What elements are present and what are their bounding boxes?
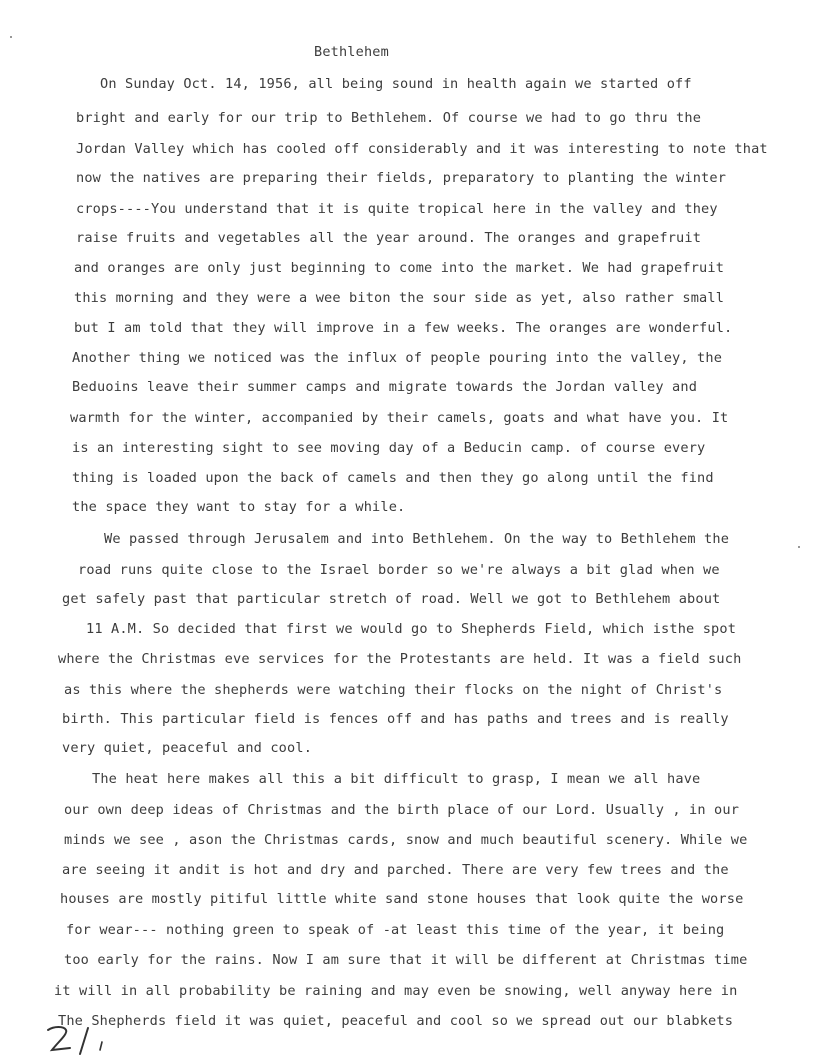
- text-line: get safely past that particular stretch of road. Well we got to Bethlehem about: [62, 591, 721, 607]
- text-line: The heat here makes all this a bit difficult to grasp, I mean we all have: [92, 771, 701, 787]
- text-line: bright and early for our trip to Bethlehem. Of course we had to go thru the: [76, 110, 702, 126]
- text-line: it will in all probability be raining and may even be snowing, well anyway here in: [54, 983, 738, 999]
- text-line: too early for the rains. Now I am sure that it will be different at Christmas time: [64, 952, 748, 968]
- text-line: and oranges are only just beginning to come into the market. We had grapefruit: [74, 260, 725, 276]
- document-title: Bethlehem: [314, 44, 389, 60]
- text-line: road runs quite close to the Israel border so we're always a bit glad when we: [78, 562, 720, 578]
- text-line: this morning and they were a wee biton the sour side as yet, also rather small: [74, 290, 725, 306]
- text-line: is an interesting sight to see moving day of a Beducin camp. of course every: [72, 440, 706, 456]
- text-line: as this where the shepherds were watching their flocks on the night of Christ's: [64, 682, 723, 698]
- paper-speck: [798, 546, 800, 548]
- text-line: On Sunday Oct. 14, 1956, all being sound in health again we started off: [100, 76, 692, 92]
- text-line: 11 A.M. So decided that first we would go to Shepherds Field, which isthe spot: [86, 621, 737, 637]
- text-line: We passed through Jerusalem and into Bethlehem. On the way to Bethlehem the: [104, 531, 730, 547]
- text-line: are seeing it andit is hot and dry and parched. There are very few trees and the: [62, 862, 729, 878]
- text-line: our own deep ideas of Christmas and the birth place of our Lord. Usually , in our: [64, 802, 740, 818]
- text-line: raise fruits and vegetables all the year around. The oranges and grapefruit: [76, 230, 702, 246]
- text-line: warmth for the winter, accompanied by their camels, goats and what have you. It: [70, 410, 729, 426]
- handwritten-mark: [44, 1024, 124, 1056]
- text-line: very quiet, peaceful and cool.: [62, 740, 313, 756]
- text-line: now the natives are preparing their fields, preparatory to planting the winter: [76, 170, 727, 186]
- paper-speck: [10, 36, 12, 38]
- text-line: for wear--- nothing green to speak of -at least this time of the year, it being: [66, 922, 725, 938]
- text-line: birth. This particular field is fences off and has paths and trees and is really: [62, 711, 729, 727]
- text-line: Beduoins leave their summer camps and migrate towards the Jordan valley and: [72, 379, 698, 395]
- text-line: Another thing we noticed was the influx of people pouring into the valley, the: [72, 350, 723, 366]
- text-line: Jordan Valley which has cooled off considerably and it was interesting to note that: [76, 141, 768, 157]
- text-line: thing is loaded upon the back of camels and then they go along until the find: [72, 470, 714, 486]
- text-line: the space they want to stay for a while.: [72, 499, 406, 515]
- text-line: houses are mostly pitiful little white sand stone houses that look quite the worse: [60, 891, 744, 907]
- text-line: but I am told that they will improve in a few weeks. The oranges are wonderful.: [74, 320, 733, 336]
- text-line: crops----You understand that it is quite tropical here in the valley and they: [76, 201, 718, 217]
- text-line: minds we see , ason the Christmas cards, snow and much beautiful scenery. While we: [64, 832, 748, 848]
- text-line: The Shepherds field it was quiet, peaceful and cool so we spread out our blabkets: [58, 1013, 734, 1029]
- text-line: where the Christmas eve services for the Protestants are held. It was a field such: [58, 651, 742, 667]
